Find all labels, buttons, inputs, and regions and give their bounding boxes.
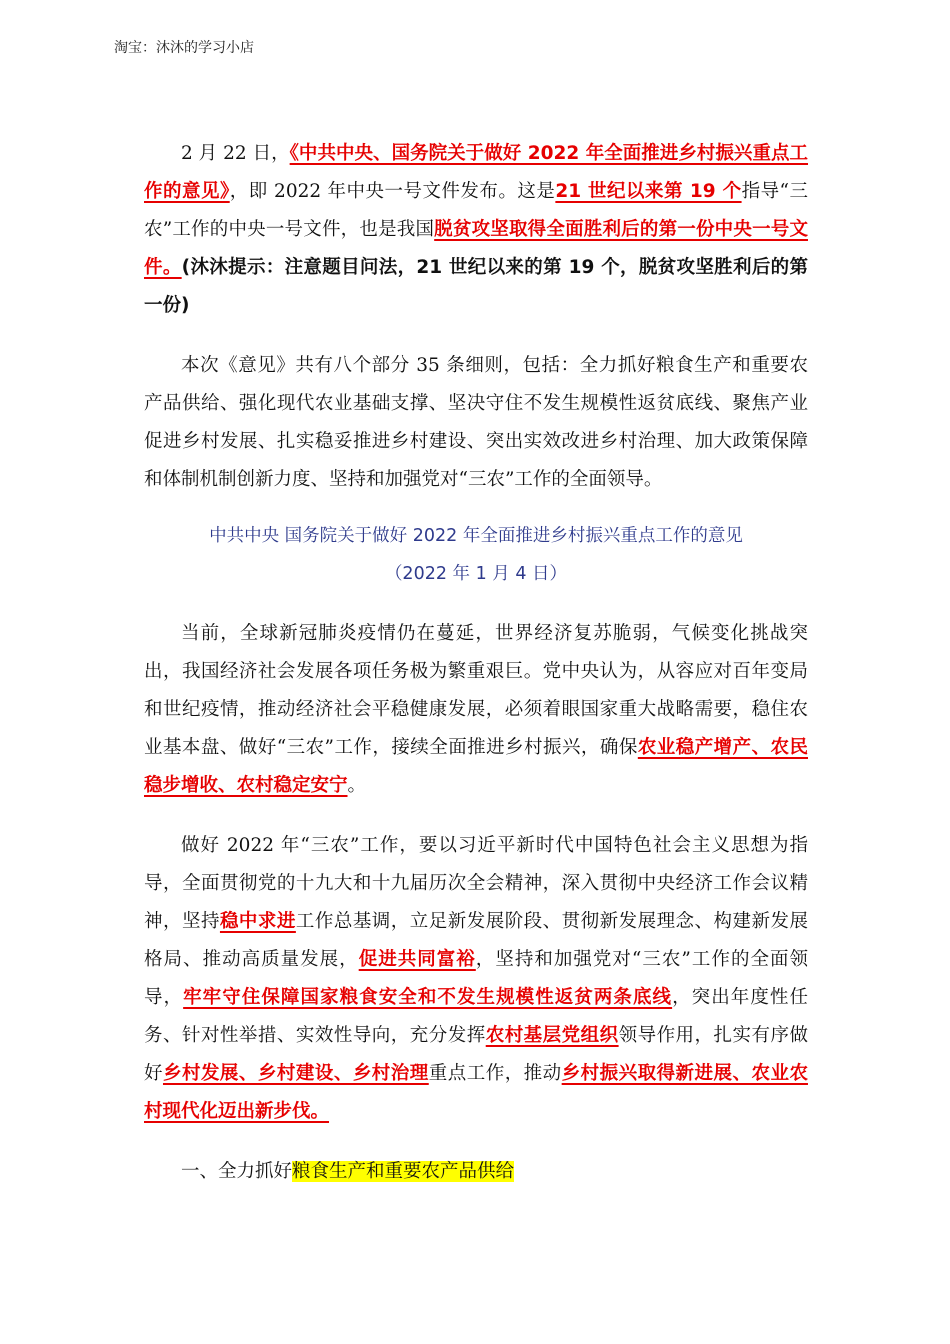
text: ，坚持和加强党对“三农”工作的全面领导， xyxy=(144,949,808,1008)
emphasis: 乡村发展、乡村建设、乡村治理 xyxy=(162,1063,429,1084)
text: 当前，全球新冠肺炎疫情仍在蔓延，世界经济复苏脆弱，气候变化挑战突出，我国经济社会发展各项任务极为繁重艰巨。党中央认为，从容应对百年变局和世纪疫情，推动经济社会平稳健康发展，必须着眼国家重大战略需要，稳住农业基本盘、做好“三农”工作，接续全面推进乡村振兴，确保 xyxy=(144,623,808,758)
emphasis: 牢牢守住保障国家粮食安全和不发生规模性返贫两条底线 xyxy=(183,987,673,1008)
text: 重点工作，推动 xyxy=(428,1063,562,1084)
paragraph-summary: 本次《意见》共有八个部分 35 条细则，包括：全力抓好粮食生产和重要农产品供给、强化现代农业基础支撑、坚决守住不发生规模性返贫底线、聚焦产业促进乡村发展、扎实稳妥推进乡村建设、突出实效改进乡村治理、加大政策保障和体制机制创新力度、坚持和加强党对“三农”工作的全面领导。 xyxy=(144,355,808,490)
text: 。 xyxy=(347,775,367,796)
emphasis: 乡村振兴取得新进展、农业农村现代化迈出新步伐。 xyxy=(144,1063,808,1122)
paragraph-intro xyxy=(144,135,808,325)
emphasis: 脱贫攻坚取得全面胜利后的第一份中央一号文件。 xyxy=(144,219,808,278)
emphasis: 《中共中央、国务院关于做好 2022 年全面推进乡村振兴重点工作的意见》 xyxy=(144,143,809,202)
text: 工作总基调，立足新发展阶段、贯彻新发展理念、构建新发展格局、推动高质量发展， xyxy=(144,911,808,970)
text: 指导“三农”工作的中央一号文件，也是我国 xyxy=(144,181,809,240)
section-heading-highlight: 粮食生产和重要农产品供给 xyxy=(292,1161,515,1182)
text: 2 月 22 日， xyxy=(181,143,290,164)
text: 领导作用，扎实有序做好 xyxy=(144,1025,808,1084)
document-title: 中共中央 国务院关于做好 2022 年全面推进乡村振兴重点工作的意见 xyxy=(209,526,743,546)
text: ，即 2022 年中央一号文件发布。这是 xyxy=(229,181,556,202)
section-heading-1 xyxy=(144,1153,808,1191)
text: 做好 2022 年“三农”工作，要以习近平新时代中国特色社会主义思想为指导，全面贯彻党的十九大和十九届历次全会精神，深入贯彻中央经济工作会议精神，坚持 xyxy=(144,835,808,932)
emphasis: 稳中求进 xyxy=(219,911,296,932)
emphasis: 农业稳产增产、农民稳步增收、农村稳定安宁 xyxy=(144,737,808,796)
document-title-block xyxy=(144,517,808,593)
paragraph-guidance xyxy=(144,827,808,1131)
emphasis: 促进共同富裕 xyxy=(358,949,476,970)
document-body xyxy=(144,135,808,1191)
emphasis: 农村基层党组织 xyxy=(485,1025,619,1046)
section-heading-prefix: 一、全力抓好 xyxy=(181,1161,293,1182)
document-date: （2022 年 1 月 4 日） xyxy=(384,564,568,584)
tip-note: (沐沐提示：注意题目问法，21 世纪以来的第 19 个，脱贫攻坚胜利后的第一份) xyxy=(144,257,808,316)
paragraph-context xyxy=(144,615,808,805)
shop-header: 淘宝：沐沐的学习小店 xyxy=(114,40,254,56)
text: ，突出年度性任务、针对性举措、实效性导向，充分发挥 xyxy=(144,987,808,1046)
emphasis: 21 世纪以来第 19 个 xyxy=(555,181,742,202)
